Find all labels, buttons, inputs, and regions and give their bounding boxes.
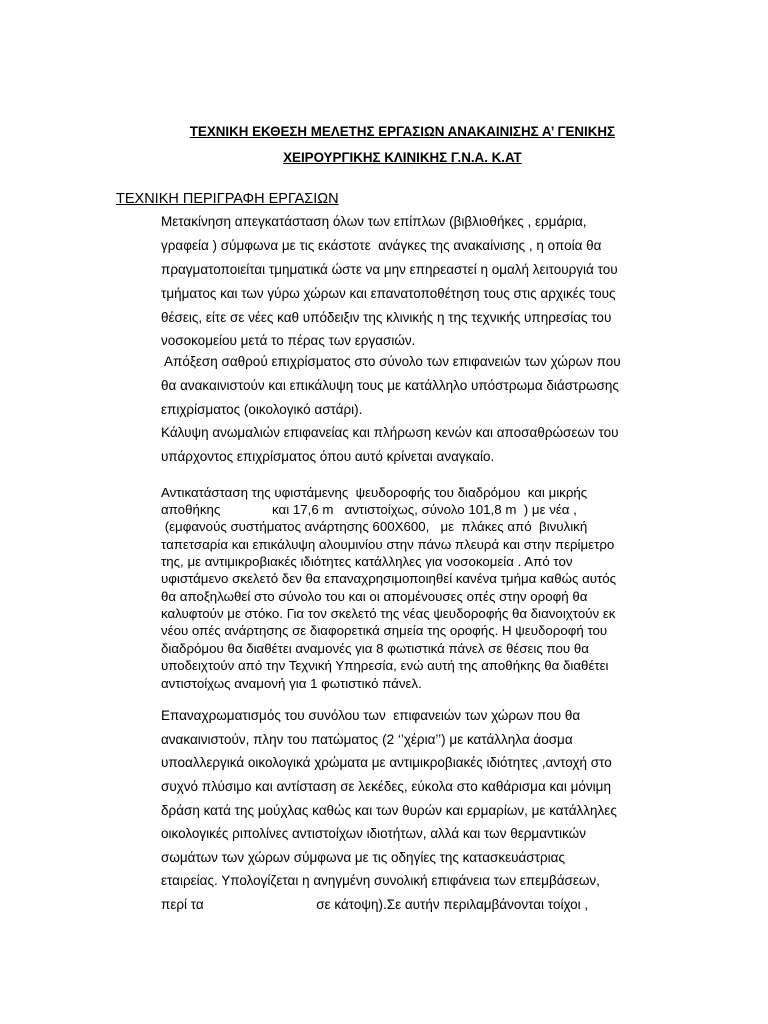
body-line: Επαναχρωματισμός του συνόλου των επιφανειών των χώρων που θα — [161, 708, 581, 723]
body-line: οικολογικές ριπολίνες αντιστοίχων ιδιοτήτων, αλλά και των θερμαντικών — [161, 826, 586, 841]
body-line: καλυφτούν με στόκο. Για τον σκελετό της νέας ψευδοροφής θα διανοιχτούν εκ — [161, 606, 616, 621]
body-line: θα αποξηλωθεί στο σύνολο του και οι απομένουσες οπές στην οροφή θα — [161, 589, 588, 604]
body-line: υποαλλεργικά οικολογικά χρώματα με αντιμικροβιακές ιδιότητες ,αντοχή στο — [161, 755, 612, 770]
body-line: νοσοκομείου μετά το πέρας των εργασιών. — [161, 333, 416, 348]
document-title-line-2: ΧΕΙΡΟΥΡΓΙΚΗΣ ΚΛΙΝΙΚΗΣ Γ.Ν.Α. Κ.ΑΤ — [283, 150, 522, 165]
body-line: επιχρίσματος (οικολογικό αστάρι). — [161, 402, 363, 417]
body-line: (εμφανούς συστήματος ανάρτησης 600Χ600, με πλάκες από βινυλική — [161, 519, 588, 534]
body-line: συχνό πλύσιμο και αντίσταση σε λεκέδες, εύκολα στο καθάρισμα και μόνιμη — [161, 779, 611, 794]
body-line: αντιστοίχως αναμονή για 1 φωτιστικό πάνελ. — [161, 676, 422, 691]
section-heading: ΤΕΧΝΙΚΗ ΠΕΡΙΓΡΑΦΗ ΕΡΓΑΣΙΩΝ — [116, 191, 339, 207]
body-line: υποδειχτούν από την Τεχνική Υπηρεσία, ενώ αυτή της αποθήκης θα διαθέτει — [161, 658, 609, 673]
body-line: δράση κατά της μούχλας καθώς και των θυρών και ερμαρίων, με κατάλληλες — [161, 803, 617, 818]
body-line: υφιστάμενο σκελετό δεν θα επαναχρησιμοποιηθεί κανένα τμήμα καθώς αυτός — [161, 571, 617, 586]
body-line: περί τα σε κάτοψη).Σε αυτήν περιλαμβάνονται τοίχοι , — [161, 897, 589, 912]
body-line: πραγματοποιείται τμηματικά ώστε να μην επηρεαστεί η ομαλή λειτουργιά του — [161, 262, 618, 277]
body-line: Μετακίνηση απεγκατάσταση όλων των επίπλων (βιβλιοθήκες , ερμάρια, — [161, 214, 587, 229]
body-line: γραφεία ) σύμφωνα με τις εκάστοτε ανάγκες της ανακαίνισης , η οποία θα — [161, 238, 602, 253]
body-line: υπάρχοντος επιχρίσματος όπου αυτό κρίνεται αναγκαίο. — [161, 449, 495, 464]
body-line: διαδρόμου θα διαθέτει αναμονές για 8 φωτιστικά πάνελ σε θέσεις που θα — [161, 641, 589, 656]
body-line: τμήματος και των γύρω χώρων και επανατοποθέτηση τους στις αρχικές τους — [161, 286, 616, 301]
document-title-line-1: ΤΕΧΝΙΚΗ ΕΚΘΕΣΗ ΜΕΛΕΤΗΣ ΕΡΓΑΣΙΩΝ ΑΝΑΚΑΙΝΙΣΗΣ Α’ ΓΕΝΙΚΗΣ — [189, 124, 616, 139]
body-line: της, με αντιμικροβιακές ιδιότητες κατάλληλες για νοσοκομεία . Από τον — [161, 554, 573, 569]
body-line: Απόξεση σαθρού επιχρίσματος στο σύνολο των επιφανειών των χώρων που — [161, 354, 621, 369]
body-line: θα ανακαινιστούν και επικάλυψη τους με κατάλληλο υπόστρωμα διάστρωσης — [161, 378, 619, 393]
body-line: εταιρείας. Υπολογίζεται η ανηγμένη συνολική επιφάνεια των επεμβάσεων, — [161, 873, 600, 888]
body-line: σωμάτων των χώρων σύμφωνα με τις οδηγίες της κατασκευάστριας — [161, 850, 565, 865]
body-line: ταπετσαρία και επικάλυψη αλουμινίου στην πάνω πλευρά και στην περίμετρο — [161, 537, 615, 552]
body-line: θέσεις, είτε σε νέες καθ υπόδειξιν της κλινικής η της τεχνικής υπηρεσίας του — [161, 310, 612, 325]
body-line: Αντικατάσταση της υφιστάμενης ψευδοροφής του διαδρόμου και μικρής — [161, 485, 588, 500]
body-line: ανακαινιστούν, πλην του πατώματος (2 ‘’χέρια’’) με κατάλληλα άοσμα — [161, 732, 573, 747]
body-line: Κάλυψη ανωμαλιών επιφανείας και πλήρωση κενών και αποσαθρώσεων του — [161, 425, 619, 440]
body-line: αποθήκης και 17,6 m αντιστοίχως, σύνολο 101,8 m ) με νέα , — [161, 502, 577, 517]
body-line: νέου οπές ανάρτησης σε διαφορετικά σημεία της οροφής. Η ψευδοροφή του — [161, 623, 608, 638]
